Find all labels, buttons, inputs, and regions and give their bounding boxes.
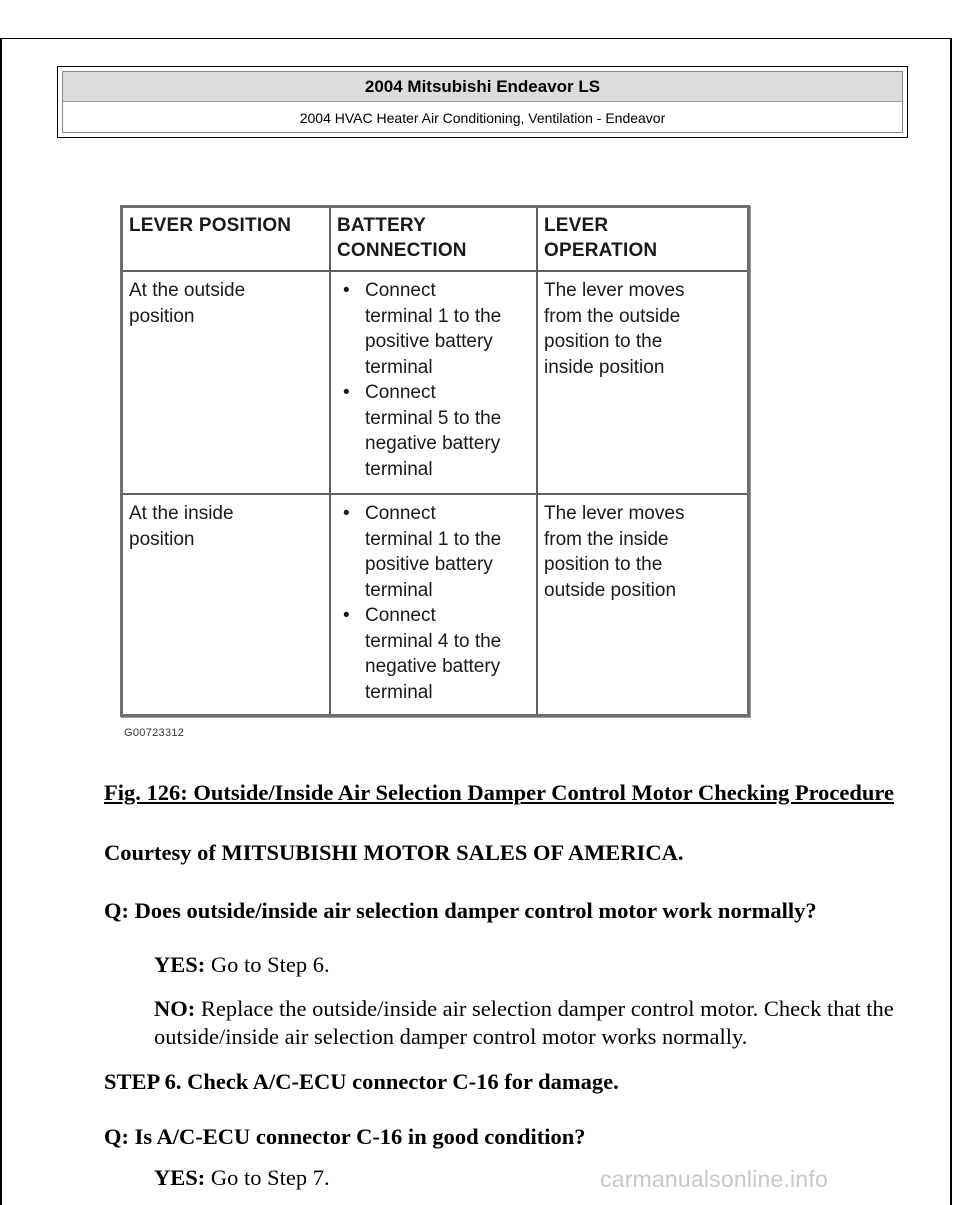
- header-line: CONNECTION: [337, 240, 467, 261]
- cell-line: positive battery: [365, 331, 493, 352]
- header-title: 2004 Mitsubishi Endeavor LS: [63, 72, 902, 102]
- cell-line: negative battery: [365, 433, 501, 454]
- header-line: OPERATION: [544, 240, 658, 261]
- cell-line: terminal: [365, 681, 433, 703]
- question-1: Q: Does outside/inside air selection damper control motor work normally?: [104, 898, 817, 923]
- header-line: LEVER: [544, 215, 609, 236]
- header-inner: [62, 71, 903, 133]
- cell-line: positive battery: [365, 554, 493, 575]
- yes-label: YES:: [154, 1165, 206, 1190]
- row2-connection-1: [337, 501, 501, 603]
- cell-line: terminal 1 to the: [365, 305, 502, 327]
- cell-line: position: [129, 305, 195, 327]
- header-line: LEVER POSITION: [129, 215, 292, 236]
- header-lever-operation: [544, 213, 657, 263]
- yes-text: Go to Step 7.: [205, 1165, 330, 1190]
- yes-label: YES:: [154, 952, 206, 977]
- step-6-heading: STEP 6. Check A/C-ECU connector C-16 for damage.: [104, 1069, 619, 1094]
- cell-line: position to the: [544, 331, 663, 352]
- cell-line: At the outside: [129, 280, 246, 301]
- cell-line: from the inside: [544, 528, 669, 550]
- cell-line: from the outside: [544, 305, 681, 327]
- cell-line: • Connect: [365, 280, 436, 301]
- document-header: [57, 66, 908, 138]
- row-divider: [123, 270, 747, 272]
- cell-line: The lever moves: [544, 280, 685, 301]
- header-battery-connection: [337, 213, 467, 263]
- column-divider: [536, 208, 538, 714]
- cell-line: • Connect: [365, 503, 436, 524]
- row-divider: [123, 493, 747, 495]
- cell-line: At the inside: [129, 503, 234, 524]
- row2-position: [129, 501, 234, 552]
- cell-line: terminal: [365, 579, 433, 601]
- row1-connection-2: [337, 380, 501, 482]
- cell-line: negative battery: [365, 656, 501, 677]
- lever-check-table: [120, 205, 750, 717]
- cell-line: • Connect: [365, 382, 436, 403]
- row1-operation: [544, 278, 684, 380]
- cell-line: terminal 5 to the: [365, 407, 502, 429]
- question-2: Q: Is A/C-ECU connector C-16 in good condition?: [104, 1124, 586, 1149]
- figure-caption-link[interactable]: Fig. 126: Outside/Inside Air Selection Damper Control Motor Checking Procedure: [104, 780, 894, 805]
- yes-text: Go to Step 6.: [205, 952, 330, 977]
- header-lever-position: [129, 213, 291, 238]
- cell-line: inside position: [544, 356, 665, 378]
- row1-position: [129, 278, 245, 329]
- watermark: carmanualsonline.info: [600, 1166, 828, 1192]
- cell-line: terminal: [365, 458, 433, 480]
- cell-line: • Connect: [365, 605, 436, 626]
- cell-line: terminal 4 to the: [365, 630, 502, 652]
- figure-id: G00723312: [124, 727, 185, 739]
- figure-courtesy: Courtesy of MITSUBISHI MOTOR SALES OF AMERICA.: [104, 840, 684, 865]
- row2-operation: [544, 501, 684, 603]
- cell-line: position: [129, 528, 195, 550]
- no-label: NO:: [154, 996, 196, 1021]
- cell-line: The lever moves: [544, 503, 685, 524]
- row1-connection-1: [337, 278, 501, 380]
- row2-connection-2: [337, 603, 501, 705]
- cell-line: outside position: [544, 579, 677, 601]
- header-line: BATTERY: [337, 215, 427, 236]
- cell-line: terminal 1 to the: [365, 528, 502, 550]
- answer-no-1: [154, 995, 914, 1051]
- cell-line: position to the: [544, 554, 663, 575]
- column-divider: [329, 208, 331, 714]
- answer-yes-1: [154, 951, 914, 979]
- no-text: Replace the outside/inside air selection damper control motor. Check that the outside/inside air selection damper control motor works normally.: [154, 996, 894, 1049]
- header-subtitle: 2004 HVAC Heater Air Conditioning, Ventilation - Endeavor: [299, 110, 666, 126]
- cell-line: terminal: [365, 356, 433, 378]
